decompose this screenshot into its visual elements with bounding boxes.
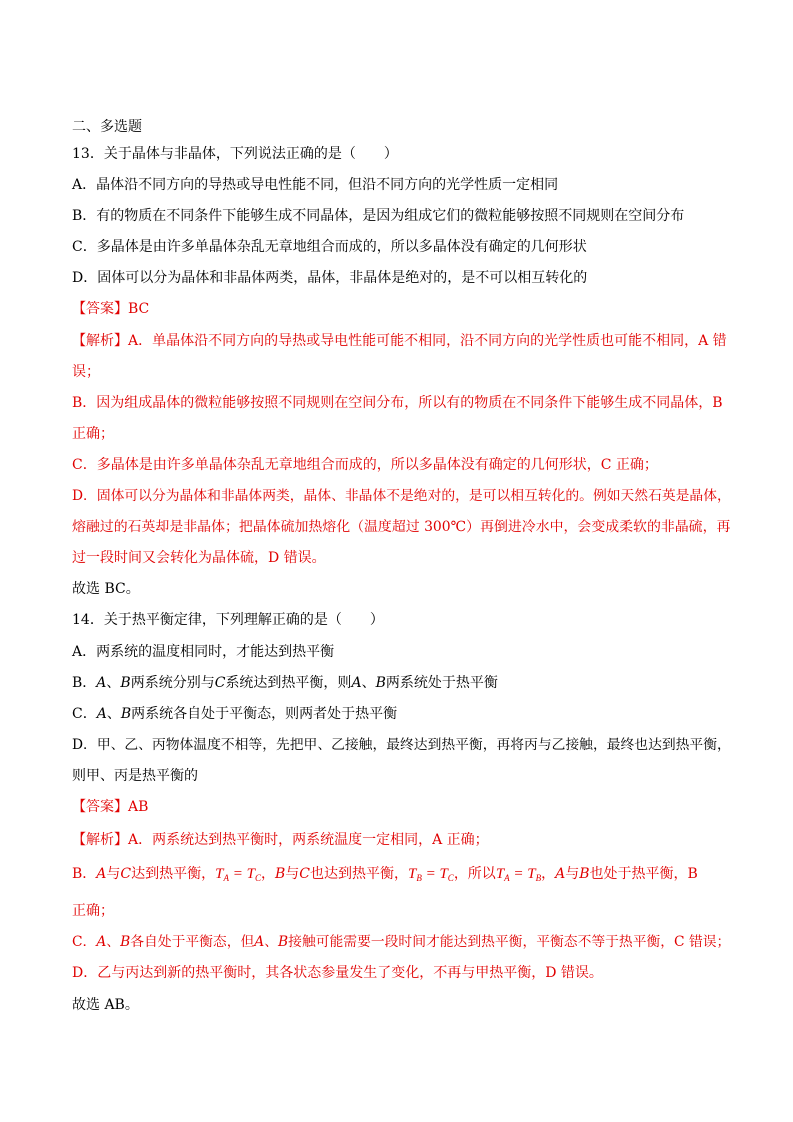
q13-conclusion: 故选 BC。 bbox=[72, 581, 140, 597]
q14-analysis-b: B．A与C达到热平衡，$T_A = T_C$，B与C也达到热平衡，$T_B = T_C$，所以$T_A = T_B$，A与B也处于热平衡，B bbox=[72, 866, 698, 883]
equation-tb-tc: $T_B = T_C$ bbox=[407, 866, 454, 883]
q13-answer: 【答案】BC bbox=[72, 301, 150, 317]
q13-analysis-line: D．固体可以分为晶体和非晶体两类，晶体、非晶体不是绝对的，是可以相互转化的。例如天然石英是晶体， bbox=[72, 488, 731, 504]
q14-analysis-c: C．A、B各自处于平衡态，但A、B接触可能需要一段时间才能达到热平衡，平衡态不等于热平衡，C 错误； bbox=[72, 934, 731, 950]
q13-analysis-line: 【解析】A．单晶体沿不同方向的导热或导电性能可能不相同，沿不同方向的光学性质也可能不相同，A 错 bbox=[72, 333, 727, 349]
q14-option-d: D．甲、乙、丙物体温度不相等，先把甲、乙接触，最终达到热平衡，再将丙与乙接触，最终也达到热平衡， bbox=[72, 737, 731, 753]
q14-conclusion: 故选 AB。 bbox=[72, 997, 139, 1013]
q14-option-a: A．两系统的温度相同时，才能达到热平衡 bbox=[72, 644, 335, 660]
q14-option-d-cont: 则甲、丙是热平衡的 bbox=[72, 768, 198, 784]
q14-option-c: C．A、B两系统各自处于平衡态，则两者处于热平衡 bbox=[72, 706, 398, 722]
q14-answer: 【答案】AB bbox=[72, 799, 149, 815]
q13-option-b: B．有的物质在不同条件下能够生成不同晶体，是因为组成它们的微粒能够按照不同规则在空间分布 bbox=[72, 208, 685, 224]
q14-analysis-a: 【解析】A．两系统达到热平衡时，两系统温度一定相同，A 正确； bbox=[72, 832, 489, 848]
q13-analysis-line: 误； bbox=[72, 364, 100, 380]
q13-stem: 13．关于晶体与非晶体，下列说法正确的是（ ） bbox=[72, 146, 398, 162]
q13-option-c: C．多晶体是由许多单晶体杂乱无章地组合而成的，所以多晶体没有确定的几何形状 bbox=[72, 239, 587, 255]
q13-analysis-line: 过一段时间又会转化为晶体硫，D 错误。 bbox=[72, 550, 326, 566]
q13-option-d: D．固体可以分为晶体和非晶体两类，晶体，非晶体是绝对的，是不可以相互转化的 bbox=[72, 270, 588, 286]
q13-analysis-line: 熔融过的石英却是非晶体；把晶体硫加热熔化（温度超过 300℃）再倒进冷水中，会变成柔软的非晶硫，再 bbox=[72, 519, 731, 535]
q14-stem: 14．关于热平衡定律，下列理解正确的是（ ） bbox=[72, 612, 384, 628]
q13-analysis-line: 正确； bbox=[72, 426, 114, 442]
q14-analysis-b-cont: 正确； bbox=[72, 903, 114, 919]
section-heading: 二、多选题 bbox=[72, 119, 142, 135]
equation-ta-tc: $T_A = T_C$ bbox=[215, 866, 261, 883]
q14-analysis-d: D．乙与丙达到新的热平衡时，其各状态参量发生了变化，不再与甲热平衡，D 错误。 bbox=[72, 965, 603, 981]
q13-analysis-line: C．多晶体是由许多单晶体杂乱无章地组合而成的，所以多晶体没有确定的几何形状，C 正确； bbox=[72, 457, 658, 473]
equation-ta-tb: $T_A = T_B$ bbox=[495, 866, 542, 883]
q13-analysis-line: B．因为组成晶体的微粒能够按照不同规则在空间分布，所以有的物质在不同条件下能够生成不同晶体，B bbox=[72, 395, 723, 411]
q14-option-b: B．A、B两系统分别与C系统达到热平衡，则A、B两系统处于热平衡 bbox=[72, 675, 498, 691]
q13-option-a: A．晶体沿不同方向的导热或导电性能不同，但沿不同方向的光学性质一定相同 bbox=[72, 177, 559, 193]
